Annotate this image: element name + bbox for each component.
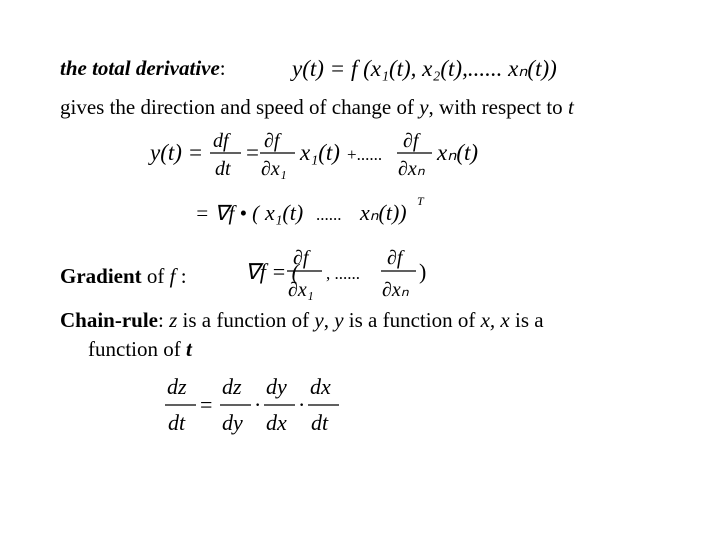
- var-x: x,: [480, 308, 496, 332]
- deriv-df: df: [213, 130, 229, 152]
- chain-dot1: ·: [254, 392, 262, 417]
- chain-dt1: dt: [168, 410, 186, 435]
- chain-colon: :: [158, 308, 170, 332]
- chain-eq: =: [200, 392, 213, 417]
- chain-comma: ,: [323, 308, 335, 332]
- var-t: t: [185, 337, 192, 361]
- var-y: y: [314, 308, 324, 332]
- chain-rule-line-2: [88, 339, 192, 360]
- var-f: f: [169, 264, 176, 288]
- deriv-plus: +......: [347, 145, 383, 164]
- deriv-pfn: ∂f: [403, 130, 419, 152]
- deriv-lhs: y(t) =: [150, 140, 204, 165]
- total-derivative-heading: [60, 58, 226, 79]
- deriv-dt: dt: [215, 158, 231, 180]
- total-derivative-equation: y(t) = f (x₁(t), x₂(t),...... xₙ(t)): [292, 56, 557, 81]
- chain-dy2: dy: [222, 410, 243, 435]
- grad-lhs: ∇f = (: [245, 259, 300, 284]
- chain-dt4: dt: [311, 410, 329, 435]
- var-z: z: [169, 308, 178, 332]
- chain-dot2: ·: [298, 392, 306, 417]
- description-text-1: gives the direction and speed of change of: [60, 95, 420, 119]
- grad-px1: ∂x₁: [288, 279, 314, 301]
- gradform-dots: ......: [316, 205, 342, 224]
- total-derivative-label: the total derivative: [60, 56, 220, 80]
- gradient-colon: :: [175, 264, 187, 288]
- grad-pf1: ∂f: [293, 247, 309, 269]
- grad-pfn: ∂f: [387, 247, 403, 269]
- grad-pxn: ∂xₙ: [382, 279, 409, 301]
- gradform-xnt: xₙ(t)): [360, 200, 407, 225]
- chain-dy3: dy: [266, 374, 287, 399]
- deriv-xnt: xₙ(t): [437, 140, 479, 165]
- chain-rule-line-1: [60, 310, 544, 331]
- grad-close: ): [419, 259, 427, 284]
- grad-dots: , ......: [326, 264, 360, 283]
- chain-text-4: function of: [88, 337, 186, 361]
- deriv-px1: ∂x₁: [261, 158, 287, 180]
- gradient-equation: [240, 242, 440, 310]
- deriv-eq: =: [246, 140, 259, 165]
- gradform-lhs: = ∇f • (: [195, 201, 260, 225]
- gradform-x1t: x₁(t): [265, 200, 304, 225]
- var-t: t: [567, 95, 574, 119]
- description-text-2: , with respect to: [428, 95, 568, 119]
- derivative-expansion-equation: [140, 125, 480, 185]
- chain-text-3: is a: [509, 308, 544, 332]
- chain-text-1: is a function of: [177, 308, 315, 332]
- gradient-form-equation: [190, 190, 450, 230]
- chain-rule-equation: [158, 370, 358, 438]
- chain-dx4: dx: [310, 374, 331, 399]
- gradient-label: Gradient: [60, 264, 142, 288]
- chain-dx3: dx: [266, 410, 287, 435]
- gradform-transpose: T: [417, 194, 424, 208]
- chain-dz1: dz: [167, 374, 187, 399]
- deriv-pf1: ∂f: [264, 130, 280, 152]
- gradient-text: of: [141, 264, 170, 288]
- gradient-label-line: [60, 266, 187, 287]
- chain-dz2: dz: [222, 374, 242, 399]
- deriv-x1t: x₁(t): [300, 140, 340, 165]
- deriv-pxn: ∂xₙ: [398, 158, 425, 180]
- description-line: [60, 97, 574, 118]
- var-y: y: [334, 308, 344, 332]
- var-y: y: [419, 95, 429, 119]
- colon: :: [219, 56, 226, 80]
- chain-text-2: is a function of: [343, 308, 481, 332]
- var-x: x: [495, 308, 510, 332]
- chain-rule-label: Chain-rule: [60, 308, 159, 332]
